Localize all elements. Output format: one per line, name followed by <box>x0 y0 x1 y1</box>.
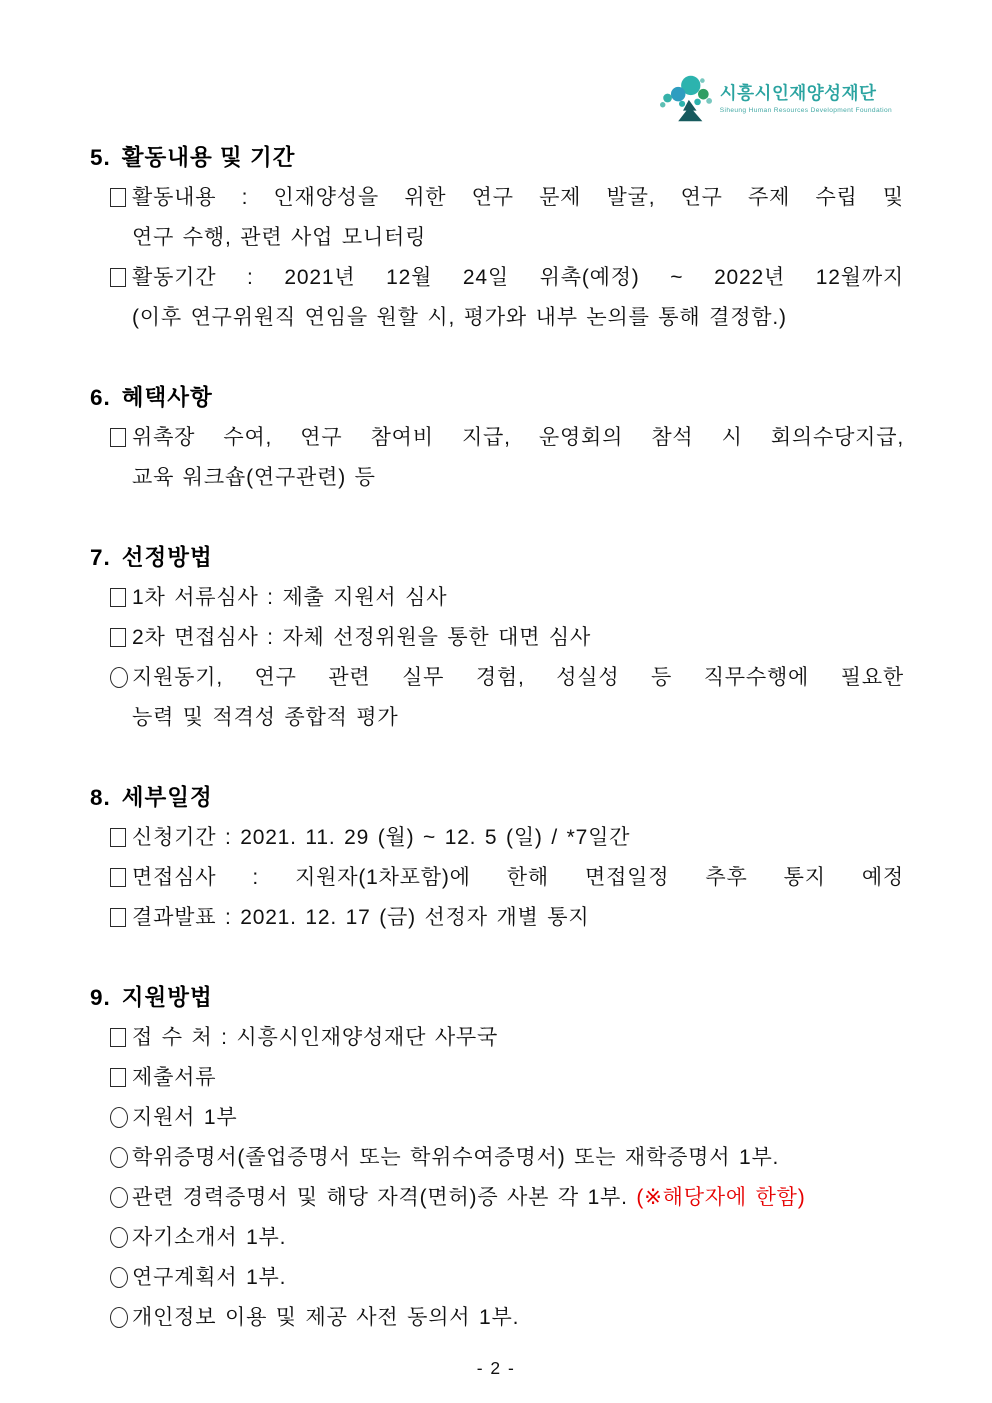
logo-title: 시흥시인재양성재단 <box>719 83 877 103</box>
list-item <box>90 178 904 258</box>
square-bullet-icon <box>110 268 126 287</box>
list-item <box>90 1058 904 1098</box>
section-6 <box>90 378 904 498</box>
page-number: - 2 - <box>476 1358 516 1378</box>
text-line <box>132 658 904 698</box>
text-line <box>132 1298 904 1338</box>
list-item <box>90 1178 904 1218</box>
text-line <box>132 858 904 898</box>
logo-subtitle: Siheung Human Resources Development Foundation <box>719 107 892 114</box>
text-line <box>132 1218 904 1258</box>
text-run: (이후 연구위원직 연임을 원할 시, 평가와 내부 논의를 통해 결정함.) <box>132 306 787 329</box>
circle-bullet-icon <box>110 1187 128 1208</box>
text-run: 활동기간 : 2021년 12월 24일 위촉(예정) ~ 2022년 12월까지 <box>132 266 904 289</box>
square-bullet-icon <box>110 428 126 447</box>
section-title: 선정방법 <box>121 545 213 570</box>
foundation-logo <box>655 72 892 124</box>
document-content <box>0 124 992 1338</box>
square-bullet-icon <box>110 828 126 847</box>
section-number: 9. <box>90 985 111 1010</box>
square-bullet-icon <box>110 628 126 647</box>
text-line <box>132 178 904 218</box>
text-line <box>132 418 904 458</box>
text-line <box>132 578 904 618</box>
square-bullet-icon <box>110 1068 126 1087</box>
text-line <box>132 458 904 498</box>
text-run: 연구 수행, 관련 사업 모니터링 <box>132 226 427 249</box>
section-number: 7. <box>90 545 111 570</box>
text-run: 연구계획서 1부. <box>132 1266 287 1289</box>
text-line <box>132 898 904 938</box>
square-bullet-icon <box>110 908 126 927</box>
text-run: 활동내용 : 인재양성을 위한 연구 문제 발굴, 연구 주제 수립 및 <box>132 186 904 209</box>
list-item <box>90 1298 904 1338</box>
text-run: 위촉장 수여, 연구 참여비 지급, 운영회의 참석 시 회의수당지급, <box>132 426 904 449</box>
square-bullet-icon <box>110 1028 126 1047</box>
text-run: 지원서 1부 <box>132 1106 238 1129</box>
text-run: 개인정보 이용 및 제공 사전 동의서 1부. <box>132 1306 520 1329</box>
text-line <box>132 618 904 658</box>
section-8 <box>90 778 904 938</box>
section-heading <box>90 978 904 1018</box>
text-run: 2차 면접심사 : 자체 선정위원을 통한 대면 심사 <box>132 626 592 649</box>
section-title: 지원방법 <box>121 985 213 1010</box>
square-bullet-icon <box>110 588 126 607</box>
section-heading <box>90 138 904 178</box>
text-run: 제출서류 <box>132 1066 217 1089</box>
list-item <box>90 258 904 338</box>
text-run: 결과발표 : 2021. 12. 17 (금) 선정자 개별 통지 <box>132 906 590 929</box>
text-line <box>132 258 904 298</box>
list-item <box>90 1098 904 1138</box>
section-number: 6. <box>90 385 111 410</box>
list-item <box>90 1018 904 1058</box>
list-item <box>90 618 904 658</box>
section-9 <box>90 978 904 1338</box>
list-item <box>90 1138 904 1178</box>
text-run: 1차 서류심사 : 제출 지원서 심사 <box>132 586 448 609</box>
circle-bullet-icon <box>110 667 128 688</box>
circle-bullet-icon <box>110 1307 128 1328</box>
list-item <box>90 858 904 898</box>
text-run: 학위증명서(졸업증명서 또는 학위수여증명서) 또는 재학증명서 1부. <box>132 1146 780 1169</box>
section-heading <box>90 778 904 818</box>
text-line <box>132 218 904 258</box>
section-5 <box>90 138 904 338</box>
text-line <box>132 298 904 338</box>
section-number: 8. <box>90 785 111 810</box>
section-title: 활동내용 및 기간 <box>121 145 296 170</box>
square-bullet-icon <box>110 868 126 887</box>
red-note: (※해당자에 한함) <box>636 1186 806 1209</box>
text-line <box>132 1178 904 1218</box>
text-run: 지원동기, 연구 관련 실무 경험, 성실성 등 직무수행에 필요한 <box>132 666 904 689</box>
text-run: 면접심사 : 지원자(1차포함)에 한해 면접일정 추후 통지 예정 <box>132 866 904 889</box>
list-item <box>90 418 904 498</box>
list-item <box>90 898 904 938</box>
text-line <box>132 1018 904 1058</box>
page-header <box>0 0 992 124</box>
section-heading <box>90 378 904 418</box>
section-number: 5. <box>90 145 111 170</box>
text-run: 자기소개서 1부. <box>132 1226 287 1249</box>
section-heading <box>90 538 904 578</box>
text-line <box>132 1138 904 1178</box>
circle-bullet-icon <box>110 1107 128 1128</box>
list-item <box>90 818 904 858</box>
text-run: 능력 및 적격성 종합적 평가 <box>132 706 399 729</box>
text-run: 교육 워크숍(연구관련) 등 <box>132 466 376 489</box>
section-title: 혜택사항 <box>121 385 213 410</box>
section-7 <box>90 538 904 738</box>
text-line <box>132 1258 904 1298</box>
text-line <box>132 818 904 858</box>
tree-logo-icon <box>655 72 713 124</box>
text-run: 관련 경력증명서 및 해당 자격(면허)증 사본 각 1부. <box>132 1186 637 1209</box>
section-title: 세부일정 <box>121 785 213 810</box>
list-item <box>90 1218 904 1258</box>
circle-bullet-icon <box>110 1147 128 1168</box>
list-item <box>90 578 904 618</box>
text-line <box>132 1098 904 1138</box>
text-line <box>132 698 904 738</box>
circle-bullet-icon <box>110 1227 128 1248</box>
logo-text-block <box>720 82 892 114</box>
square-bullet-icon <box>110 188 126 207</box>
list-item <box>90 658 904 738</box>
text-run: 신청기간 : 2021. 11. 29 (월) ~ 12. 5 (일) / *7일간 <box>132 826 631 849</box>
list-item <box>90 1258 904 1298</box>
text-line <box>132 1058 904 1098</box>
text-run: 접 수 처 : 시흥시인재양성재단 사무국 <box>132 1026 499 1049</box>
circle-bullet-icon <box>110 1267 128 1288</box>
